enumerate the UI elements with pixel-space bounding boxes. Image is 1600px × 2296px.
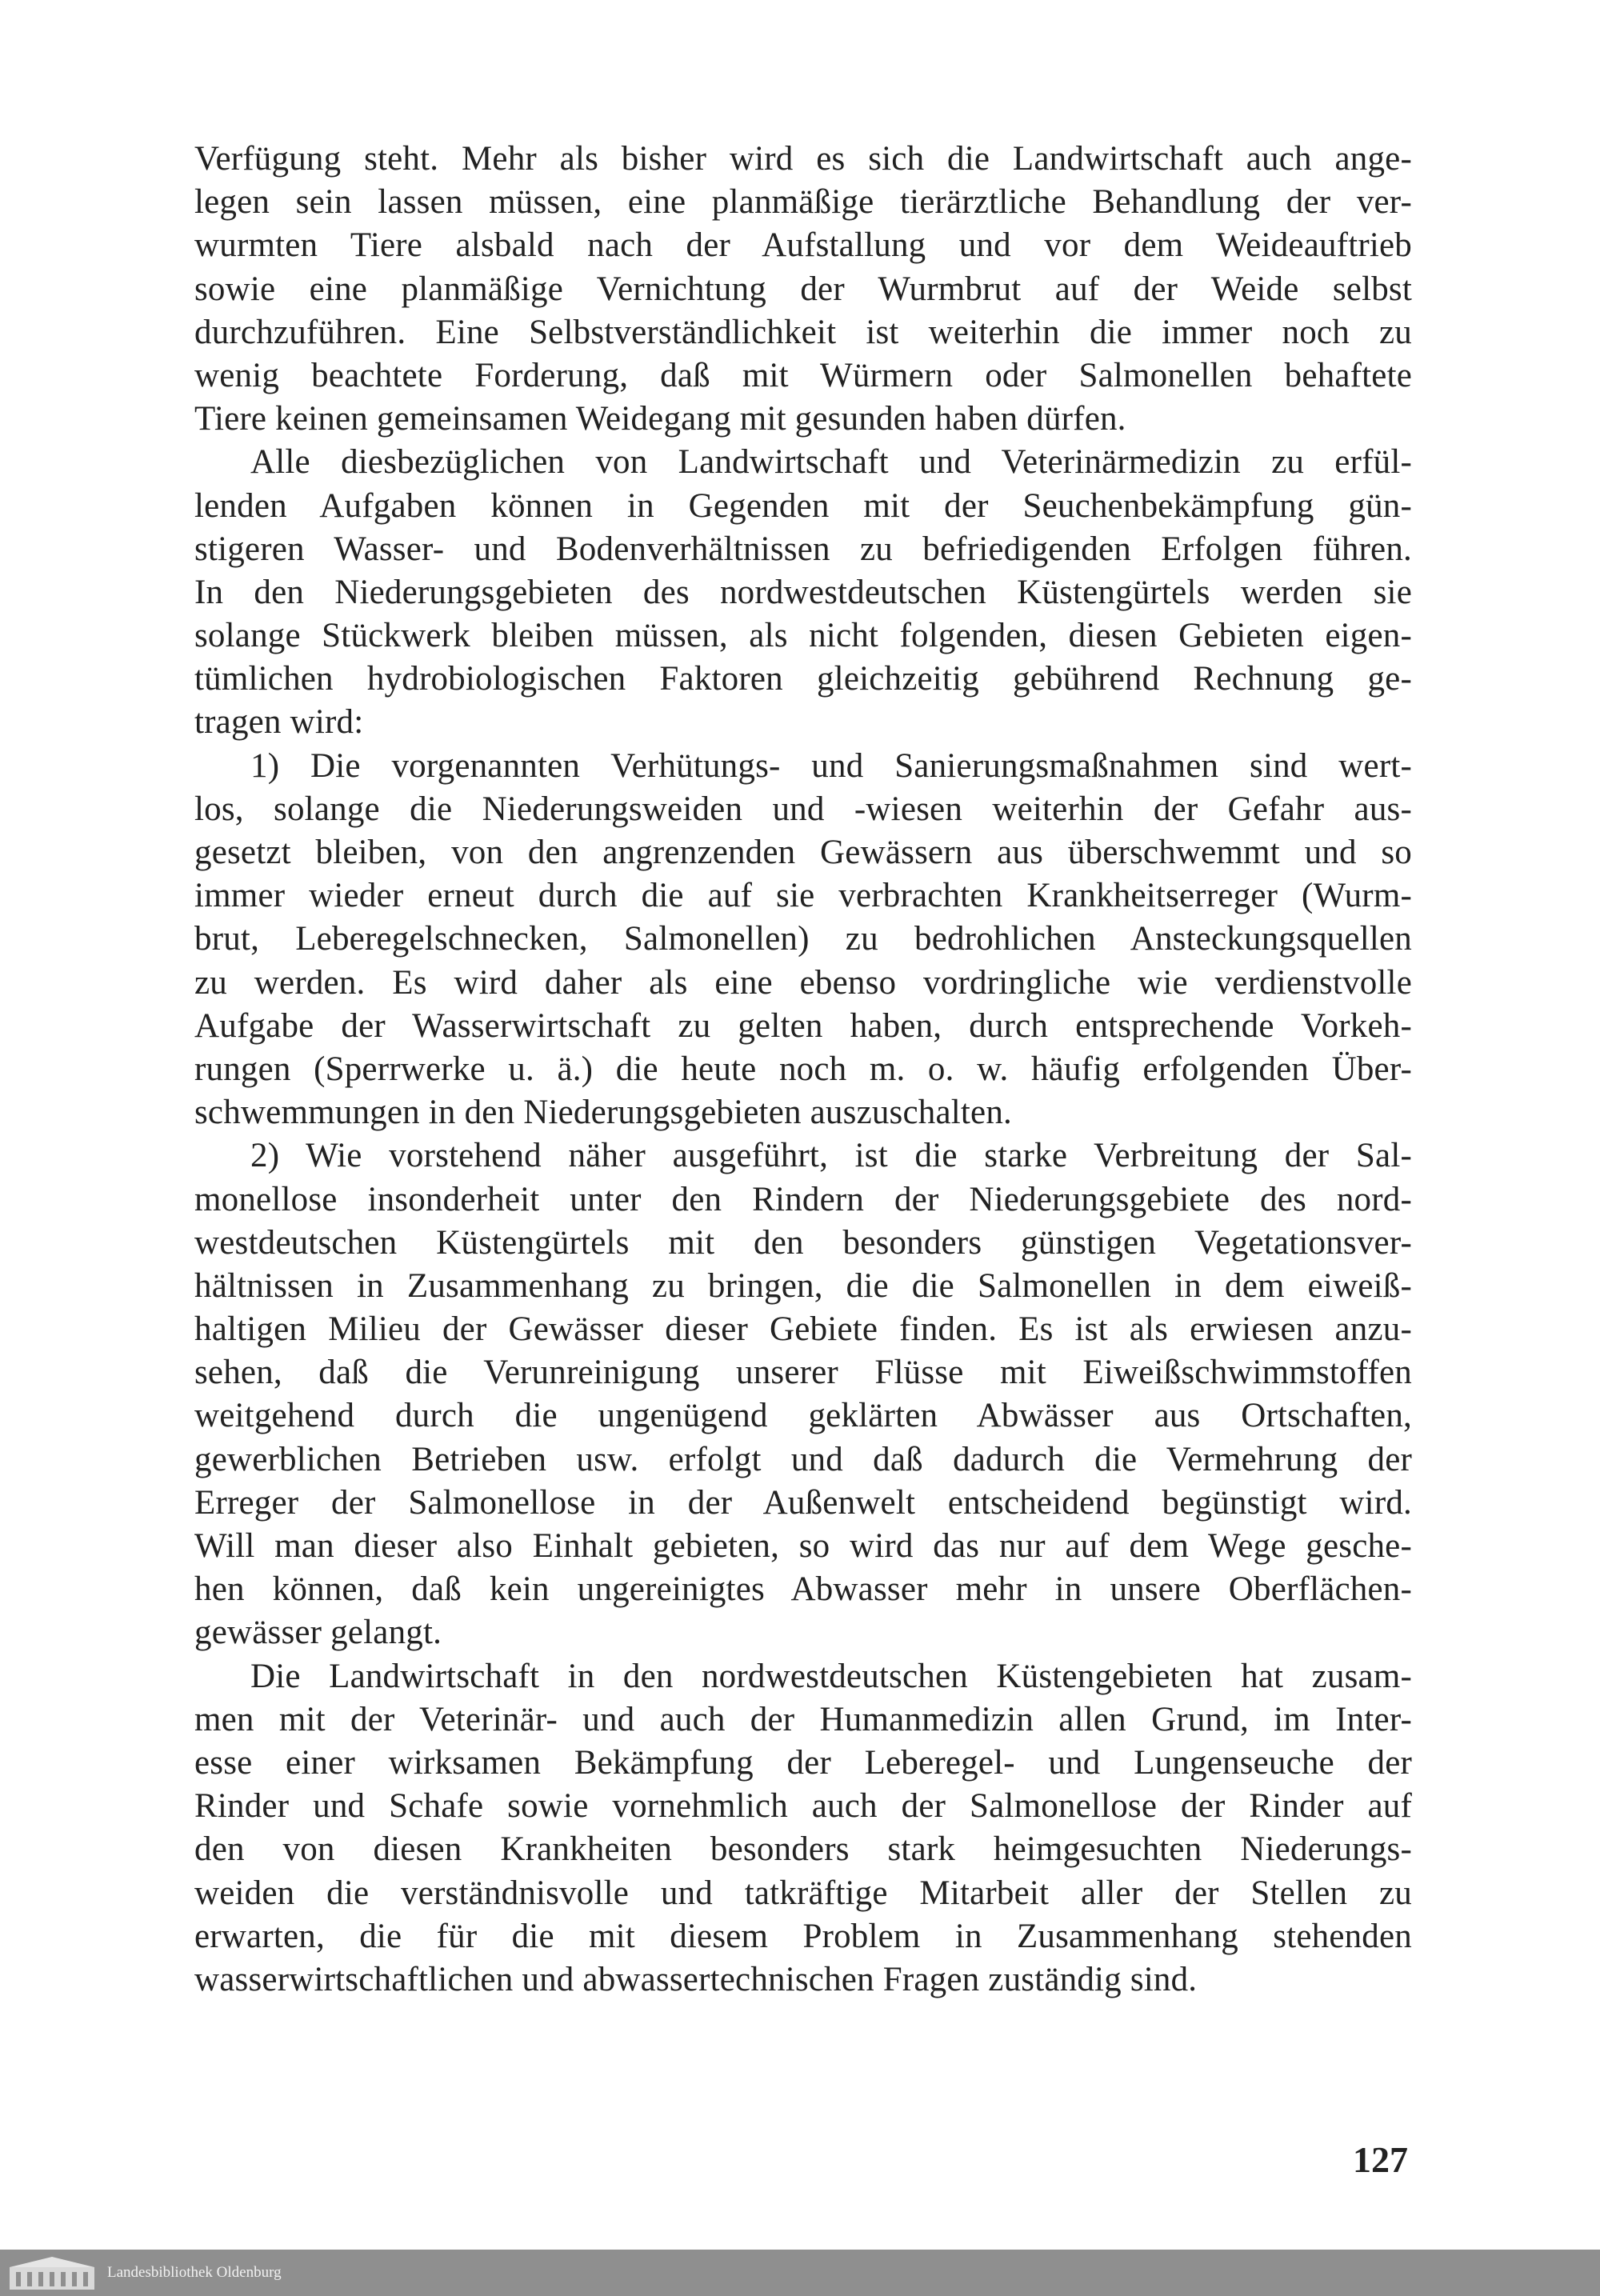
text-line: stigeren Wasser- und Bodenverhältnissen zu befriedigenden Erfolgen führen. — [194, 530, 1412, 568]
text-line: Erreger der Salmonellose in der Außenwelt entscheidend begünstigt wird. — [194, 1483, 1412, 1522]
text-line: Alle diesbezüglichen von Landwirtschaft und Veterinärmedizin zu erfül- — [250, 443, 1412, 482]
body-text — [194, 138, 1412, 2002]
text-line: 1) Die vorgenannten Verhütungs- und Sanierungsmaßnahmen sind wert- — [250, 746, 1412, 785]
text-line: men mit der Veterinär- und auch der Humanmedizin allen Grund, im Inter- — [194, 1700, 1412, 1738]
text-line: durchzuführen. Eine Selbstverständlichkeit ist weiterhin die immer noch zu — [194, 313, 1412, 351]
page-number: 127 — [1353, 2139, 1408, 2180]
text-line: wurmten Tiere alsbald nach der Aufstallung und vor dem Weideauftrieb — [194, 226, 1412, 265]
text-line: rungen (Sperrwerke u. ä.) die heute noch m. o. w. häufig erfolgenden Über- — [194, 1050, 1412, 1088]
library-building-icon — [8, 2254, 96, 2291]
text-line: den von diesen Krankheiten besonders stark heimgesuchten Niederungs- — [194, 1830, 1412, 1869]
text-line: hältnissen in Zusammenhang zu bringen, die die Salmonellen in dem eiweiß- — [194, 1266, 1412, 1305]
text-line: brut, Leberegelschnecken, Salmonellen) zu bedrohlichen Ansteckungsquellen — [194, 920, 1412, 958]
text-line: haltigen Milieu der Gewässer dieser Gebiete finden. Es ist als erwiesen anzu- — [194, 1310, 1412, 1349]
text-line: sowie eine planmäßige Vernichtung der Wurmbrut auf der Weide selbst — [194, 270, 1412, 308]
text-line: esse einer wirksamen Bekämpfung der Leberegel- und Lungenseuche der — [194, 1743, 1412, 1782]
footer-library-name: Landesbibliothek Oldenburg — [107, 2264, 282, 2281]
text-line: Tiere keinen gemeinsamen Weidegang mit gesunden haben dürfen. — [194, 400, 1126, 438]
text-line: legen sein lassen müssen, eine planmäßige tierärztliche Behandlung der ver- — [194, 183, 1412, 222]
text-line: immer wieder erneut durch die auf sie verbrachten Krankheitserreger (Wurm- — [194, 877, 1412, 915]
text-line: schwemmungen in den Niederungsgebieten auszuschalten. — [194, 1094, 1012, 1132]
text-line: In den Niederungsgebieten des nordwestdeutschen Küstengürtels werden sie — [194, 573, 1412, 611]
footer-bar — [0, 2250, 1600, 2296]
text-line: monellose insonderheit unter den Rindern der Niederungsgebiete des nord- — [194, 1180, 1412, 1218]
text-line: erwarten, die für die mit diesem Problem in Zusammenhang stehenden — [194, 1917, 1412, 1955]
text-line: wenig beachtete Forderung, daß mit Würmern oder Salmonellen behaftete — [194, 356, 1412, 394]
text-line: Verfügung steht. Mehr als bisher wird es sich die Landwirtschaft auch ange- — [194, 140, 1412, 178]
text-line: solange Stückwerk bleiben müssen, als nicht folgenden, diesen Gebieten eigen- — [194, 617, 1412, 655]
text-line: Die Landwirtschaft in den nordwestdeutschen Küstengebieten hat zusam- — [250, 1657, 1412, 1695]
text-line: tümlichen hydrobiologischen Faktoren gleichzeitig gebührend Rechnung ge- — [194, 660, 1412, 698]
text-line: Aufgabe der Wasserwirtschaft zu gelten haben, durch entsprechende Vorkeh- — [194, 1006, 1412, 1045]
text-line: Will man dieser also Einhalt gebieten, so wird das nur auf dem Wege gesche- — [194, 1527, 1412, 1565]
text-line: zu werden. Es wird daher als eine ebenso vordringliche wie verdienstvolle — [194, 963, 1412, 1002]
text-line: sehen, daß die Verunreinigung unserer Flüsse mit Eiweißschwimmstoffen — [194, 1354, 1412, 1392]
text-line: hen können, daß kein ungereinigtes Abwasser mehr in unsere Oberflächen- — [194, 1570, 1412, 1609]
text-line: 2) Wie vorstehend näher ausgeführt, ist die starke Verbreitung der Sal- — [250, 1137, 1412, 1175]
text-line: weitgehend durch die ungenügend geklärten Abwässer aus Ortschaften, — [194, 1397, 1412, 1435]
text-line: weiden die verständnisvolle und tatkräftige Mitarbeit aller der Stellen zu — [194, 1874, 1412, 1912]
text-line: westdeutschen Küstengürtels mit den besonders günstigen Vegetationsver- — [194, 1223, 1412, 1262]
text-line: tragen wird: — [194, 703, 364, 742]
text-line: gewerblichen Betrieben usw. erfolgt und daß dadurch die Vermehrung der — [194, 1440, 1412, 1478]
text-line: gewässer gelangt. — [194, 1614, 442, 1652]
text-line: gesetzt bleiben, von den angrenzenden Gewässern aus überschwemmt und so — [194, 834, 1412, 871]
text-line: Rinder und Schafe sowie vornehmlich auch der Salmonellose der Rinder auf — [194, 1787, 1412, 1826]
text-line: los, solange die Niederungsweiden und -wiesen weiterhin der Gefahr aus- — [194, 790, 1412, 828]
text-line: lenden Aufgaben können in Gegenden mit der Seuchenbekämpfung gün- — [194, 486, 1412, 525]
text-line: wasserwirtschaftlichen und abwassertechnischen Fragen zuständig sind. — [194, 1960, 1198, 1998]
